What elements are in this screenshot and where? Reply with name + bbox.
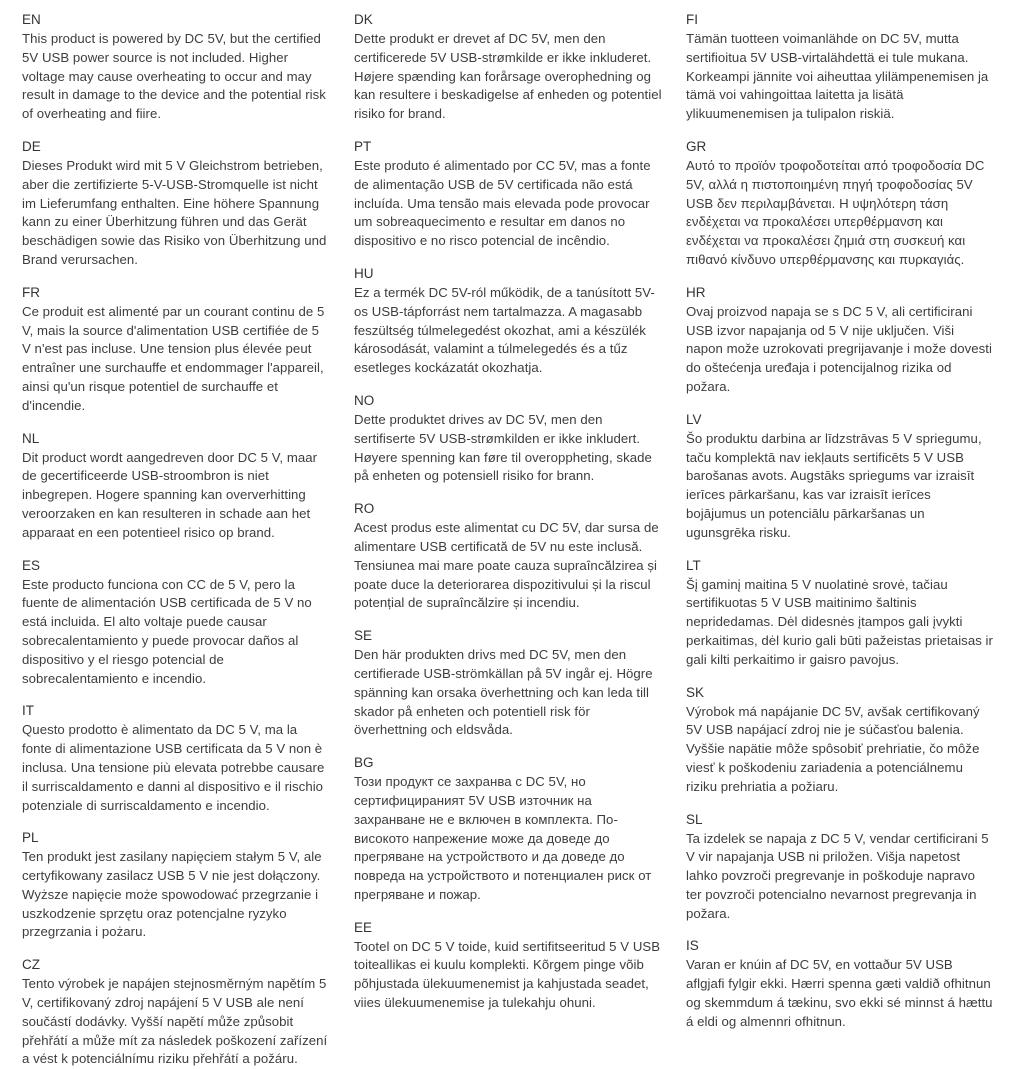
lang-code: EE xyxy=(354,919,373,935)
lang-text: Tento výrobek je napájen stejnosměrným napětím 5 V, certifikovaný zdroj napájení 5 V USB ale není součástí dodávky. Vyšší napětí může způsobit přehřátí a může mít za následek poškození zařízení a vést k potenciálnímu riziku přehřátí a požáru. xyxy=(22,976,328,1067)
lang-text: Ta izdelek se napaja z DC 5 V, vendar certificirani 5 V vir napajanja USB ni priložen. Višja napetost lahko povzroči pregrevanje in poškoduje napravo ter povzroči potencialno nevarnost pregrevanja in požara. xyxy=(686,830,989,921)
lang-section-lv xyxy=(686,410,994,543)
lang-section-hr xyxy=(686,283,994,397)
lang-text: Questo prodotto è alimentato da DC 5 V, ma la fonte di alimentazione USB certificata da 5 V non è inclusa. Una tensione più elevata potrebbe causare il surriscaldamento e danni al dispositivo e il rischio potenziale di surriscaldamento e incendio. xyxy=(22,722,325,813)
lang-text: Este producto funciona con CC de 5 V, pero la fuente de alimentación USB certificada de 5 V no está incluida. El alto voltaje puede causar sobrecalentamiento y puede provocar daños al dispositivo y el riesgo potencial de sobrecalentamiento e incendio. xyxy=(22,576,312,686)
lang-text: Αυτό το προϊόν τροφοδοτείται από τροφοδοσία DC 5V, αλλά η πιστοποιημένη πηγή τροφοδοσίας 5V USB δεν περιλαμβάνεται. Η υψηλότερη τάση ενδέχεται να προκαλέσει υπερθέρμανση και ενδέχεται να προκαλέσει ζημιά στη συσκευή και πιθανό κίνδυνο υπερθέρμανσης και πυρκαγιάς. xyxy=(686,157,985,267)
lang-text: Ovaj proizvod napaja se s DC 5 V, ali certificirani USB izvor napajanja od 5 V nije uključen. Viši napon može uzrokovati pregrijavanje i može dovesti do oštećenja uređaja i potencijalnog rizika od požara. xyxy=(686,303,992,394)
lang-text: Šį gaminį maitina 5 V nuolatinė srovė, tačiau sertifikuotas 5 V USB maitinimo šaltinis nepridedamas. Dėl didesnės įtampos gali įvykti perkaitimas, dėl kurio gali būti pažeistas prietaisas ir gali kilti perkaitimo ir gaisro pavojus. xyxy=(686,576,993,667)
lang-section-it xyxy=(22,701,330,815)
lang-text: Ez a termék DC 5V-ról működik, de a tanúsított 5V-os USB-tápforrást nem tartalmazza. A magasabb feszültség túlmelegedést okozhat, ami a készülék károsodását, valamint a túlmelegedés és a tűz esetleges kockázatát okozhatja. xyxy=(354,284,655,376)
lang-code: LT xyxy=(686,557,701,573)
lang-section-dk xyxy=(354,10,662,124)
lang-section-pl xyxy=(22,828,330,942)
lang-code: LV xyxy=(686,411,702,427)
lang-code: CZ xyxy=(22,957,40,973)
lang-text: Acest produs este alimentat cu DC 5V, dar sursa de alimentare USB certificată de 5V nu este inclusă. Tensiunea mai mare poate cauza supraîncălzirea și poate duce la deteriorarea dispozitivului și la riscul potențial de supraîncălzire și incendiu. xyxy=(354,520,659,611)
lang-section-sk xyxy=(686,683,994,797)
lang-text: Tootel on DC 5 V toide, kuid sertifitseeritud 5 V USB toiteallikas ei kuulu komplekti. Kõrgem pinge võib põhjustada ülekuumenemist ja kahjustada seadet, viies ülekuumenemise ja tulekahju ohuni. xyxy=(354,938,661,1011)
lang-code: PL xyxy=(22,830,39,846)
lang-section-es xyxy=(22,556,330,689)
lang-code: BG xyxy=(354,755,374,771)
lang-code: FR xyxy=(22,284,40,300)
lang-text: Este produto é alimentado por CC 5V, mas a fonte de alimentação USB de 5V certificada não está incluída. Uma tensão mais elevada pode provocar um sobreaquecimento e resultar em danos no dispositivo e no risco potencial de incêndio. xyxy=(354,157,651,249)
lang-code: SE xyxy=(354,628,373,644)
lang-code: RO xyxy=(354,501,375,517)
column-3 xyxy=(686,10,994,1029)
lang-section-lt xyxy=(686,556,994,670)
lang-section-is xyxy=(686,936,994,1031)
column-1 xyxy=(22,10,330,1067)
lang-text: Dette produkt er drevet af DC 5V, men den certificerede 5V USB-strømkilde er ikke inkluderet. Højere spænding kan forårsage overophedning og kan resultere i beskadigelse af enheden og potentiel risiko for brand. xyxy=(354,31,662,122)
lang-section-en xyxy=(22,10,330,124)
lang-code: PT xyxy=(354,138,372,154)
lang-text: Výrobok má napájanie DC 5V, avšak certifikovaný 5V USB napájací zdroj nie je súčasťou balenia. Vyššie napätie môže spôsobiť prehriatie, čo môže viesť k poškodeniu zariadenia a potenciálnemu riziku prehriatia a požiaru. xyxy=(686,703,980,794)
lang-section-ro xyxy=(354,499,662,613)
lang-text: Tämän tuotteen voimanlähde on DC 5V, mutta sertifioitua 5V USB-virtalähdettä ei tule mukana. Korkeampi jännite voi aiheuttaa ylilämpenemisen ja tämä voi vahingoittaa laitetta ja lisätä ylikuumenemisen ja tulipalon riskiä. xyxy=(686,31,989,122)
lang-section-fr xyxy=(22,283,330,416)
lang-section-gr xyxy=(686,137,994,270)
lang-text: Ce produit est alimenté par un courant continu de 5 V, mais la source d'alimentation USB certifiée de 5 V n'est pas incluse. Une tension plus élevée peut entraîner une surchauffe et endommager l'appareil, ainsi qu'un risque potentiel de surchauffe et d'incendie. xyxy=(22,303,325,413)
lang-code: SL xyxy=(686,811,703,827)
lang-section-hu xyxy=(354,264,662,378)
lang-code: SK xyxy=(686,684,705,700)
lang-text: Varan er knúin af DC 5V, en vottaður 5V USB aflgjafi fylgir ekki. Hærri spenna gæti valdið ofhitnun og skemmdum á tækinu, svo ekki sé minnst á hættu á eldi og almennri ofhitnun. xyxy=(686,957,993,1029)
lang-section-ee xyxy=(354,918,662,1013)
lang-code: IS xyxy=(686,938,699,954)
lang-section-cz xyxy=(22,955,330,1069)
lang-text: Този продукт се захранва с DC 5V, но сертифицираният 5V USB източник на захранване не е включен в комплекта. По-високото напрежение може да доведе до прегряване на устройството и да доведе до повреда на устройството и потенциален риск от прегряване и пожар. xyxy=(354,774,652,902)
lang-code: HU xyxy=(354,265,374,281)
lang-code: FI xyxy=(686,12,698,27)
lang-section-se xyxy=(354,626,662,740)
lang-section-de xyxy=(22,137,330,270)
lang-text: Ten produkt jest zasilany napięciem stałym 5 V, ale certyfikowany zasilacz USB 5 V nie jest dołączony. Wyższe napięcie może spowodować przegrzanie i uszkodzenie sprzętu oraz potencjalne ryzyko przegrzania i pożaru. xyxy=(22,849,322,940)
lang-code: EN xyxy=(22,12,41,27)
lang-code: DK xyxy=(354,12,373,27)
lang-text: Den här produkten drivs med DC 5V, men den certifierade USB-strömkällan på 5V ingår ej. Högre spänning kan orsaka överhettning och kan leda till skador på enheten och potentiell risk för överhettning och eldsvåda. xyxy=(354,647,653,738)
lang-text: Dieses Produkt wird mit 5 V Gleichstrom betrieben, aber die zertifizierte 5-V-USB-Stromquelle ist nicht im Lieferumfang enthalten. Eine höhere Spannung kann zu einer Überhitzung führen und das Gerät beschädigen sowie das Risiko von Überhitzung und Brand verursachen. xyxy=(22,157,327,267)
lang-section-fi xyxy=(686,10,994,124)
lang-code: IT xyxy=(22,703,34,719)
lang-code: DE xyxy=(22,138,41,154)
column-2 xyxy=(354,10,662,1024)
lang-section-sl xyxy=(686,810,994,924)
lang-code: NL xyxy=(22,430,40,446)
lang-code: NO xyxy=(354,392,375,408)
lang-section-bg xyxy=(354,753,662,905)
lang-section-no xyxy=(354,391,662,486)
lang-text: This product is powered by DC 5V, but the certified 5V USB power source is not included. Higher voltage may cause overheating to occur and may result in damage to the device and the potential risk of overheating and fiire. xyxy=(22,31,326,122)
lang-text: Dit product wordt aangedreven door DC 5 V, maar de gecertificeerde USB-stroombron is niet inbegrepen. Hogere spanning kan oververhitting veroorzaken en kan resulteren in schade aan het apparaat en een potentieel risico op brand. xyxy=(22,449,318,540)
lang-text: Šo produktu darbina ar līdzstrāvas 5 V spriegumu, taču komplektā nav iekļauts sertificēts 5 V USB barošanas avots. Augstāks spriegums var izraisīt ierīces pārkaršanu, kas var izraisīt ierīces bojājumus un potenciālu pārkaršanas un ugunsgrēka risku. xyxy=(686,430,982,540)
lang-text: Dette produktet drives av DC 5V, men den sertifiserte 5V USB-strømkilden er ikke inkludert. Høyere spenning kan føre til overoppheting, skade på enheten og potensiell risiko for brann. xyxy=(354,411,652,484)
lang-code: ES xyxy=(22,557,41,573)
lang-code: GR xyxy=(686,138,707,154)
lang-section-pt xyxy=(354,137,662,251)
lang-code: HR xyxy=(686,284,706,300)
lang-section-nl xyxy=(22,429,330,543)
